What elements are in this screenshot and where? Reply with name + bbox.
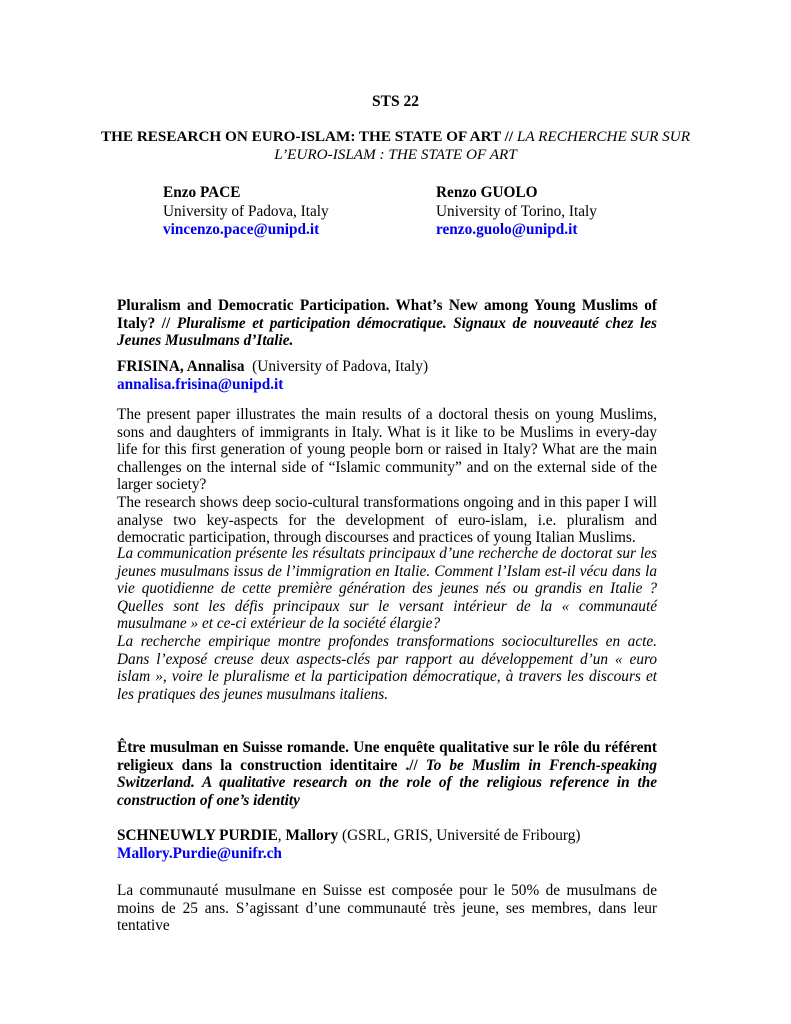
paper2-author-email-link[interactable]: Mallory.Purdie@unifr.ch <box>117 844 282 862</box>
session-title-separator: // <box>500 128 517 145</box>
paper1-title-en: Pluralism and Democratic Participation. What’s New among Young Muslims of Italy? // <box>117 297 657 332</box>
convenor-affiliation: University of Torino, Italy <box>436 202 597 220</box>
session-title-fr: LA RECHERCHE SUR SUR L’EURO-ISLAM : THE STATE OF ART <box>274 128 691 163</box>
paper1-abstract-en <box>117 406 657 547</box>
paper1-author-name: FRISINA, Annalisa <box>117 358 245 375</box>
paper1-author-email-link[interactable]: annalisa.frisina@unipd.it <box>117 375 284 393</box>
paper1-author <box>117 358 657 393</box>
convenor-name: Enzo PACE <box>163 184 241 201</box>
convenor-2 <box>436 184 597 240</box>
paper1-abstract-en-p2: The research shows deep socio-cultural transformations ongoing and in this paper I will analyse two key-aspects for the development of euro-islam, i.e. pluralism and democratic participation, through discourses and practices of young Italian Muslims. <box>117 493 657 547</box>
session-code: STS 22 <box>372 93 419 110</box>
paper2-title-en: To be Muslim in French-speaking Switzerland. A qualitative research on the role of the religious reference in the construction of one’s identity <box>117 756 657 809</box>
session-title-en: THE RESEARCH ON EURO-ISLAM: THE STATE OF ART <box>100 128 501 145</box>
paper2-abstract-fr-p1: La communauté musulmane en Suisse est composée pour le 50% de musulmans de moins de 25 ans. S’agissant d’une communauté très jeune, ses membres, dans leur tentative <box>117 882 657 935</box>
session-title <box>100 128 691 164</box>
convenor-affiliation: University of Padova, Italy <box>163 202 329 220</box>
paper2-author: SCHNEUWLY PURDIE, Mallory (GSRL, GRIS, Université de Fribourg) Mallory.Purdie@unifr.ch <box>117 827 581 862</box>
paper1-abstract-fr-p2: La recherche empirique montre profondes transformations socioculturelles en acte. Dans l’exposé creuse deux aspects-clés par rapport au développement d’un « euro islam », voire le pluralisme et la participation démocratique, à travers les discours et les pratiques des jeunes musulmans italiens. <box>117 632 657 703</box>
paper2-title-fr: Être musulman en Suisse romande. Une enquête qualitative sur le rôle du référent religieux dans la construction identitaire .// <box>117 739 657 774</box>
convenor-1 <box>163 184 329 240</box>
paper1-author-affiliation: (University of Padova, Italy) <box>252 358 429 375</box>
paper1-title <box>117 297 657 350</box>
paper1-abstract-fr <box>117 545 657 703</box>
convenor-email-link[interactable]: vincenzo.pace@unipd.it <box>163 221 320 238</box>
convenor-name: Renzo GUOLO <box>436 184 538 201</box>
paper2-abstract-fr <box>117 882 657 935</box>
paper2-author-name: SCHNEUWLY PURDIE <box>117 827 278 844</box>
paper1-abstract-en-p1: The present paper illustrates the main results of a doctoral thesis on young Muslims, sons and daughters of immigrants in Italy. What is it like to be Muslims in every-day life for this first generation of young people born or raised in Italy? What are the main challenges on the internal side of “Islamic community” and on the external side of the larger society? <box>117 406 657 494</box>
paper2-title <box>117 739 657 809</box>
paper1-abstract-fr-p1: La communication présente les résultats principaux d’une recherche de doctorat sur les jeunes musulmans issus de l’immigration en Italie. Comment l’Islam est-il vécu dans la vie quotidienne de cette première génération des jeunes nés ou grandis en Italie ? Quelles sont les défis principaux sur le versant intérieur de la « communauté musulmane » et ce-ci extérieur de la société élargie? <box>117 545 657 633</box>
paper2-author-affiliation: (GSRL, GRIS, Université de Fribourg) <box>341 827 581 844</box>
convenor-email-link[interactable]: renzo.guolo@unipd.it <box>436 221 578 238</box>
paper1-title-fr: Pluralisme et participation démocratique. Signaux de nouveauté chez les Jeunes Musulmans d’Italie. <box>117 314 657 350</box>
paper2-author-given: Mallory <box>285 827 339 844</box>
